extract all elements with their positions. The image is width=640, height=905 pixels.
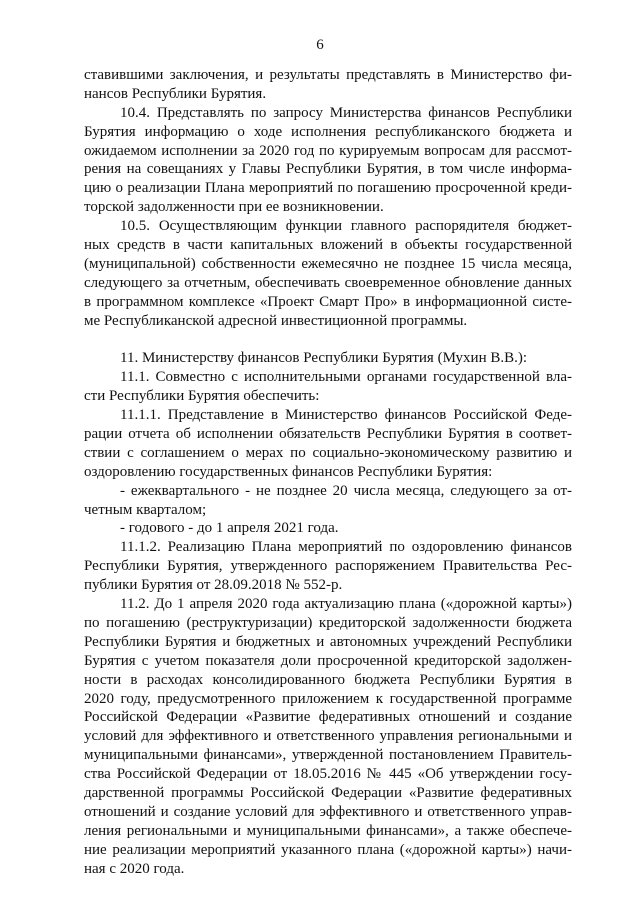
text-line: Республики Бурятия и бюджетных и автономных учреждений Республики — [84, 633, 572, 650]
text-line: нансов Республики Бурятия. — [84, 85, 267, 102]
document-body — [84, 66, 572, 878]
text-line: ности в расходах консолидированного бюджета Республики Бурятия в — [84, 671, 572, 688]
paragraph-p11 — [84, 349, 572, 368]
text-line: условий для эффективного и ответственного управления региональными и — [84, 728, 572, 745]
paragraph-p11-2 — [84, 595, 572, 878]
text-line: Российской Федерации «Развитие федеративных отношений и создание — [84, 709, 572, 726]
text-line: 11.1.1. Представление в Министерство финансов Российской Феде- — [120, 407, 572, 424]
text-line: по погашению (реструктуризации) кредиторской задолженности бюджета — [84, 614, 572, 631]
text-line: ства Российской Федерации от 18.05.2016 № 445 «Об утверждении госу- — [84, 766, 572, 783]
text-line: 10.4. Представлять по запросу Министерства финансов Республики — [120, 104, 572, 121]
text-line: оздоровлению государственных финансов Республики Бурятия: — [84, 463, 493, 480]
text-line: цию о реализации Плана мероприятий по погашению просроченной креди- — [84, 180, 572, 197]
text-line: 11. Министерству финансов Республики Бурятия (Мухин В.В.): — [120, 350, 528, 367]
text-line: Бурятия с учетом показателя доли просроченной кредиторской задолжен- — [84, 652, 572, 669]
text-line: - годового - до 1 апреля 2021 года. — [120, 520, 339, 537]
text-line: 11.2. До 1 апреля 2020 года актуализацию плана («дорожной карты») — [120, 596, 572, 613]
text-line: - ежеквартального - не позднее 20 числа месяца, следующего за от- — [120, 482, 572, 499]
paragraph-p11-1-1 — [84, 406, 572, 482]
paragraph-p11-1-2 — [84, 538, 572, 595]
text-line: (муниципальной) собственности ежемесячно не позднее 15 числа месяца, — [84, 255, 572, 272]
text-line: 11.1. Совместно с исполнительными органами государственной вла- — [120, 369, 572, 386]
text-line: 11.1.2. Реализацию Плана мероприятий по оздоровлению финансов — [120, 539, 572, 556]
text-line: сти Республики Бурятия обеспечить: — [84, 388, 320, 405]
text-line: ставившими заключения, и результаты представлять в Министерство фи- — [84, 67, 572, 83]
text-line: муниципальными финансами», утвержденной постановлением Правитель- — [84, 747, 572, 764]
page-number: 6 — [316, 37, 324, 53]
paragraph-p10-5 — [84, 217, 572, 330]
text-line: Бурятия информацию о ходе исполнения республиканского бюджета и — [84, 123, 572, 140]
paragraph-p10-4 — [84, 104, 572, 217]
text-line: Республики Бурятия, утвержденного распоряжением Правительства Рес- — [84, 558, 572, 575]
text-line: 10.5. Осуществляющим функции главного распорядителя бюджет- — [120, 218, 572, 235]
text-line: четным кварталом; — [84, 501, 207, 518]
paragraph-p0 — [84, 66, 572, 104]
paragraph-gap — [84, 330, 572, 349]
text-line: ствии с соглашением о мерах по социально-экономическому развитию и — [84, 444, 572, 461]
text-line: торской задолженности при ее возникновении. — [84, 199, 384, 216]
text-line: ных средств в части капитальных вложений в объекты государственной — [84, 237, 572, 254]
text-line: в программном комплексе «Проект Смарт Про» в информационной систе- — [84, 293, 572, 310]
text-line: дарственной программы Российской Федерации «Развитие федеративных — [84, 784, 572, 801]
text-line: ме Республиканской адресной инвестиционной программы. — [84, 312, 468, 329]
text-line: ная с 2020 года. — [84, 860, 185, 877]
paragraph-p-quarterly — [84, 482, 572, 520]
text-line: рации отчета об исполнении обязательств Республики Бурятия в соответ- — [84, 426, 572, 443]
text-line: следующего за отчетным, обеспечивать своевременное обновление данных — [84, 274, 572, 291]
text-line: отношений и создание условий для эффективного и ответственного управ- — [84, 803, 572, 820]
text-line: публики Бурятия от 28.09.2018 № 552-р. — [84, 577, 343, 594]
paragraph-p-annual — [84, 519, 572, 538]
text-line: ожидаемом исполнении за 2020 год по курируемым вопросам для рассмот- — [84, 142, 572, 159]
text-line: ления региональными и муниципальными финансами», а также обеспече- — [84, 822, 572, 839]
paragraph-p11-1 — [84, 368, 572, 406]
text-line: рения на совещаниях у Главы Республики Бурятия, в том числе информа- — [84, 161, 572, 178]
text-line: 2020 году, предусмотренного приложением к государственной программе — [84, 690, 572, 707]
text-line: ние реализации мероприятий указанного плана («дорожной карты») начи- — [84, 841, 572, 858]
